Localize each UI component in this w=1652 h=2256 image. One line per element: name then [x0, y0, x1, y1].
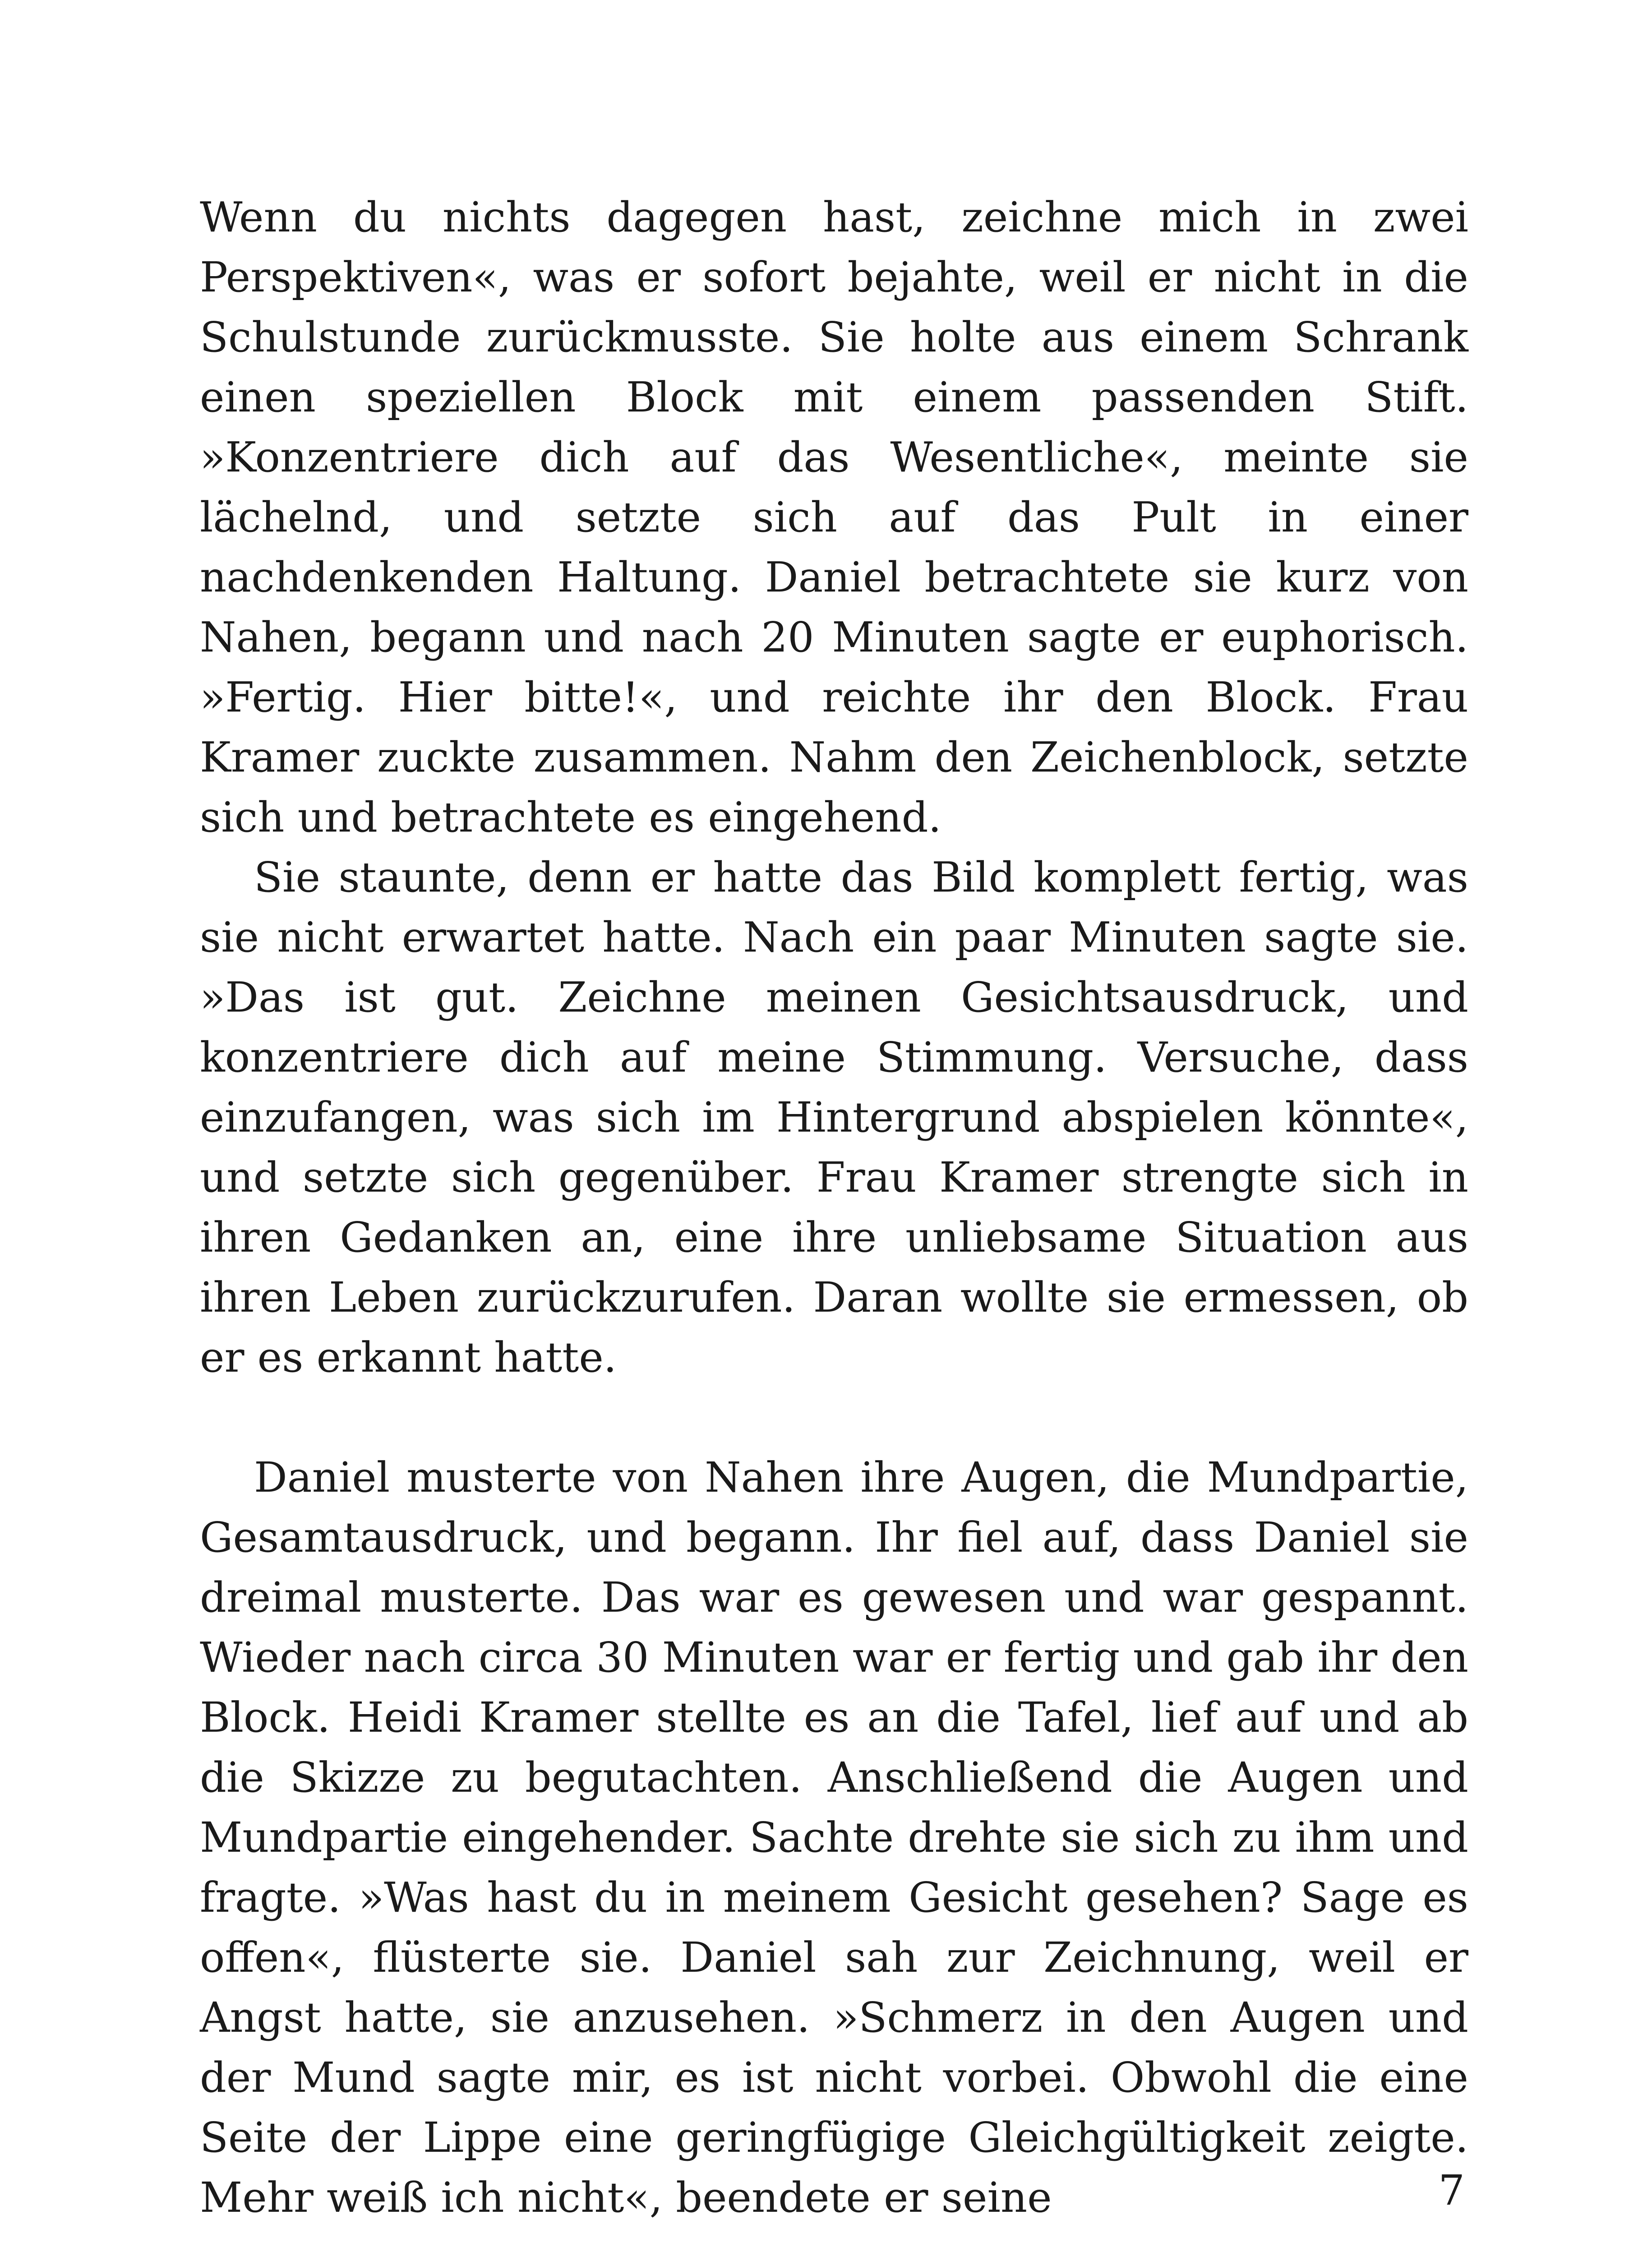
paragraph-1: Wenn du nichts dagegen hast, zeichne mich in zwei Perspektiven«, was er sofort bejahte, weil er nicht in die Schulstunde zurückmusste. Sie holte aus einem Schrank einen speziellen Block mit einem passenden Stift. »Konzentriere dich auf das Wesentliche«, meinte sie lächelnd, und setzte sich auf das Pult in einer nachdenkenden Haltung. Daniel betrachtete sie kurz von Nahen, begann und nach 20 Minuten sagte er euphorisch. »Fertig. Hier bitte!«, und reichte ihr den Block. Frau Kramer zuckte zusammen. Nahm den Zeichenblock, setzte sich und betrachtete es eingehend. [200, 193, 1468, 841]
page-number: 7 [1438, 2166, 1465, 2214]
paragraph-2: Sie staunte, denn er hatte das Bild komplett fertig, was sie nicht erwartet hatte. Nach ein paar Minuten sagte sie. »Das ist gut. Zeichne meinen Gesichtsausdruck, und konzentriere dich auf meine Stimmung. Versuche, dass einzufangen, was sich im Hintergrund abspielen könnte«, und setzte sich gegenüber. Frau Kramer strengte sich in ihren Gedanken an, eine ihre unliebsame Situation aus ihren Leben zurückzurufen. Daran wollte sie ermessen, ob er es erkannt hatte. [200, 853, 1468, 1382]
paragraph-3: Daniel musterte von Nahen ihre Augen, die Mundpartie, Gesamtausdruck, und begann. Ihr fiel auf, dass Daniel sie dreimal musterte. Das war es gewesen und war gespannt. Wieder nach circa 30 Minuten war er fertig und gab ihr den Block. Heidi Kramer stellte es an die Tafel, lief auf und ab die Skizze zu begutachten. Anschließend die Augen und Mundpartie eingehender. Sachte drehte sie sich zu ihm und fragte. »Was hast du in meinem Gesicht gesehen? Sage es offen«, flüsterte sie. Daniel sah zur Zeichnung, weil er Angst hatte, sie anzusehen. »Schmerz in den Augen und der Mund sagte mir, es ist nicht vorbei. Obwohl die eine Seite der Lippe eine geringfügige Gleichgültigkeit zeigte. Mehr weiß ich nicht«, beendete er seine [200, 1453, 1468, 2222]
body-text [200, 187, 1468, 2228]
